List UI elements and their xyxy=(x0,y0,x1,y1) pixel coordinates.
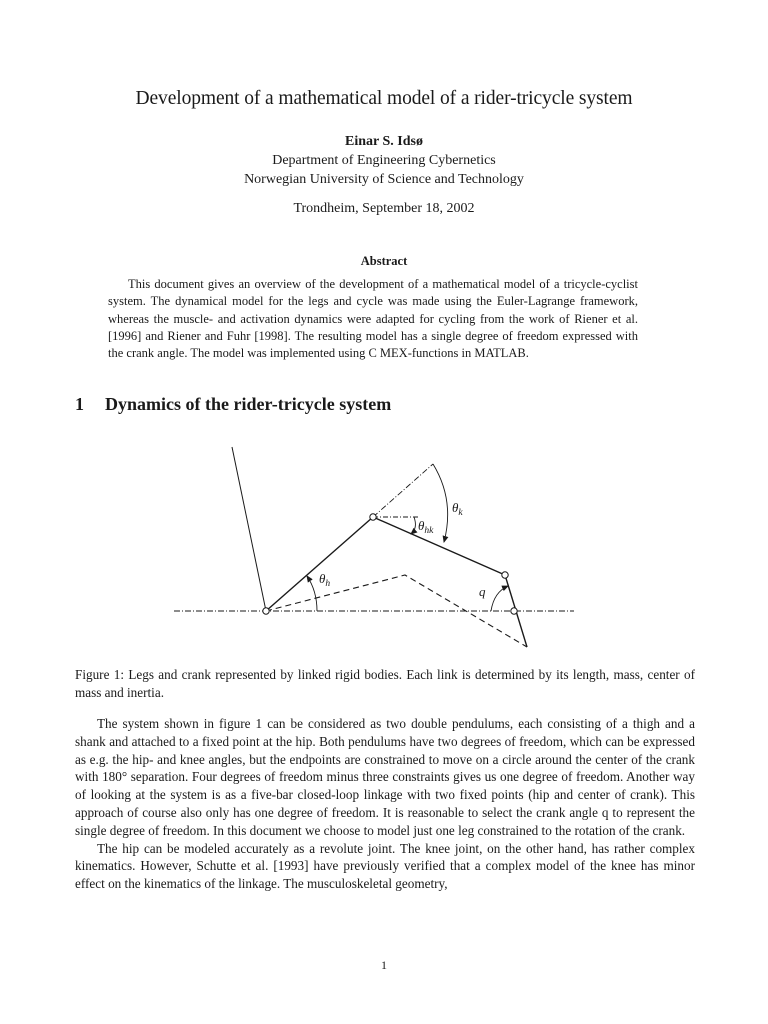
theta-h-arc xyxy=(307,576,317,611)
crank-center-joint xyxy=(511,608,517,614)
abstract-text: This document gives an overview of the development of a mathematical model of a tricycle-cyclist system. The dynamical model for the legs and cycle was made using the Euler-Lagrange framework, whereas the muscle- and activation dynamics were adapted for cycling from the work of Riener et al. [1996] and Riener and Fuhr [1998]. The resulting model has a single degree of freedom expressed with the crank angle. The model was implemented using C MEX-functions in MATLAB. xyxy=(108,277,638,361)
linkage-diagram xyxy=(0,430,768,660)
theta-hk-arc xyxy=(411,517,415,534)
pedal-joint xyxy=(502,572,508,578)
author-block xyxy=(0,132,768,189)
thigh-extension-line xyxy=(373,464,433,517)
knee-joint xyxy=(370,514,376,520)
figure-caption: Figure 1: Legs and crank represented by linked rigid bodies. Each link is determined by its length, mass, center of mass and inertia. xyxy=(75,667,695,700)
hip-joint xyxy=(263,608,269,614)
label-q: q xyxy=(479,584,486,599)
section-heading xyxy=(75,394,695,415)
abstract-heading: Abstract xyxy=(360,254,408,268)
affiliation-university: Norwegian University of Science and Technology xyxy=(244,172,524,187)
q-arc xyxy=(491,586,508,611)
page-number: 1 xyxy=(381,958,387,972)
label-theta-hk: $\theta_{hk}$ xyxy=(418,518,434,536)
section-number: 1 xyxy=(75,394,84,414)
paper-title: Development of a mathematical model of a rider-tricycle system xyxy=(135,88,633,109)
figure-1 xyxy=(0,430,768,660)
shank-link xyxy=(373,517,505,575)
author-name: Einar S. Idsø xyxy=(345,134,423,149)
label-theta-h: $\theta_h$ xyxy=(319,571,331,589)
theta-k-arc xyxy=(433,464,448,542)
body-paragraph-1: The system shown in figure 1 can be considered as two double pendulums, each consisting of a thigh and a shank and attached to a fixed point at the hip. Both pendulums have two degrees of freedom, which can be expressed as e.g. the hip- and knee angles, but the endpoints are constrained to move on a circle around the center of the crank with 180° separation. Four degrees of freedom minus three constraints gives us one degree of freedom. Another way of looking at the system is as a five-bar closed-loop linkage with two fixed points (hip and center of crank). This approach of course also only has one degree of freedom. It is reasonable to select the crank angle q to represent the single degree of freedom. In this document we choose to model just one leg constrained to the rotation of the crank. xyxy=(75,716,695,838)
body-paragraph-2: The hip can be modeled accurately as a revolute joint. The knee joint, on the other hand, has rather complex kinematics. However, Schutte et al. [1993] have previously verified that a complex model of the knee has minor effect on the kinematics of the linkage. The musculoskeletal geometry, xyxy=(75,840,695,892)
affiliation-department: Department of Engineering Cybernetics xyxy=(272,153,496,168)
section-title: Dynamics of the rider-tricycle system xyxy=(105,394,392,414)
body-text xyxy=(75,715,695,893)
label-theta-k: $\theta_k$ xyxy=(452,500,463,518)
paper-date: Trondheim, September 18, 2002 xyxy=(293,201,475,216)
torso-line xyxy=(232,447,266,611)
